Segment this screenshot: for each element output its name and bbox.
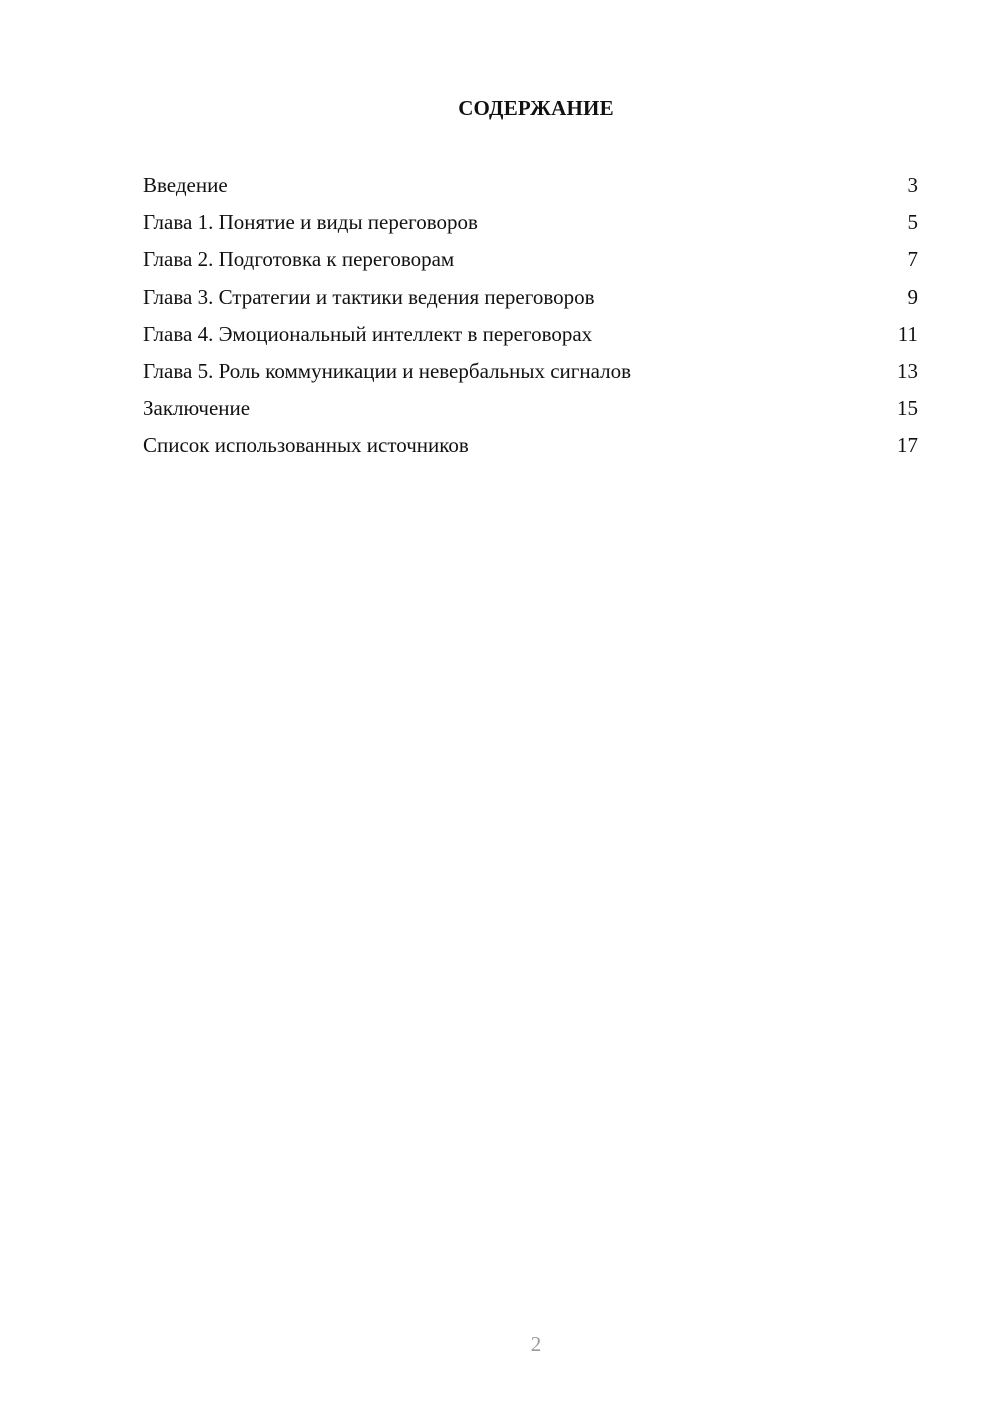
toc-entry-page-number: 7 — [907, 247, 918, 272]
toc-entry-label: Глава 4. Эмоциональный интеллект в переговорах — [143, 321, 593, 346]
toc-entry-references[interactable] — [143, 430, 918, 467]
toc-entry-page-number: 15 — [897, 396, 918, 421]
toc-entry-conclusion[interactable] — [143, 393, 918, 430]
toc-entry-page-number: 13 — [897, 358, 918, 383]
toc-entry-chapter-4[interactable] — [143, 319, 918, 356]
toc-entry-label: Глава 2. Подготовка к переговорам — [143, 247, 455, 272]
toc-entry-label: Глава 3. Стратегии и тактики ведения переговоров — [143, 284, 595, 309]
toc-entry-label: Глава 1. Понятие и виды переговоров — [143, 210, 478, 235]
table-of-contents — [143, 170, 918, 468]
toc-entry-page-number: 17 — [897, 433, 918, 458]
toc-entry-chapter-3[interactable] — [143, 282, 918, 319]
toc-entry-label: Глава 5. Роль коммуникации и невербальных сигналов — [143, 358, 632, 383]
toc-entry-label: Введение — [143, 173, 228, 197]
toc-entry-chapter-1[interactable] — [143, 207, 918, 244]
toc-entry-page-number: 9 — [907, 284, 918, 309]
toc-entry-page-number: 11 — [897, 321, 918, 346]
page-number: 2 — [530, 1332, 542, 1356]
toc-entry-label: Заключение — [143, 396, 251, 421]
toc-entry-introduction[interactable] — [143, 170, 918, 207]
page-title: СОДЕРЖАНИЕ — [458, 96, 614, 120]
toc-entry-chapter-5[interactable] — [143, 356, 918, 393]
toc-entry-page-number: 5 — [907, 210, 918, 235]
toc-entry-chapter-2[interactable] — [143, 244, 918, 281]
toc-entry-page-number: 3 — [907, 173, 918, 197]
toc-entry-label: Список использованных источников — [143, 433, 469, 458]
